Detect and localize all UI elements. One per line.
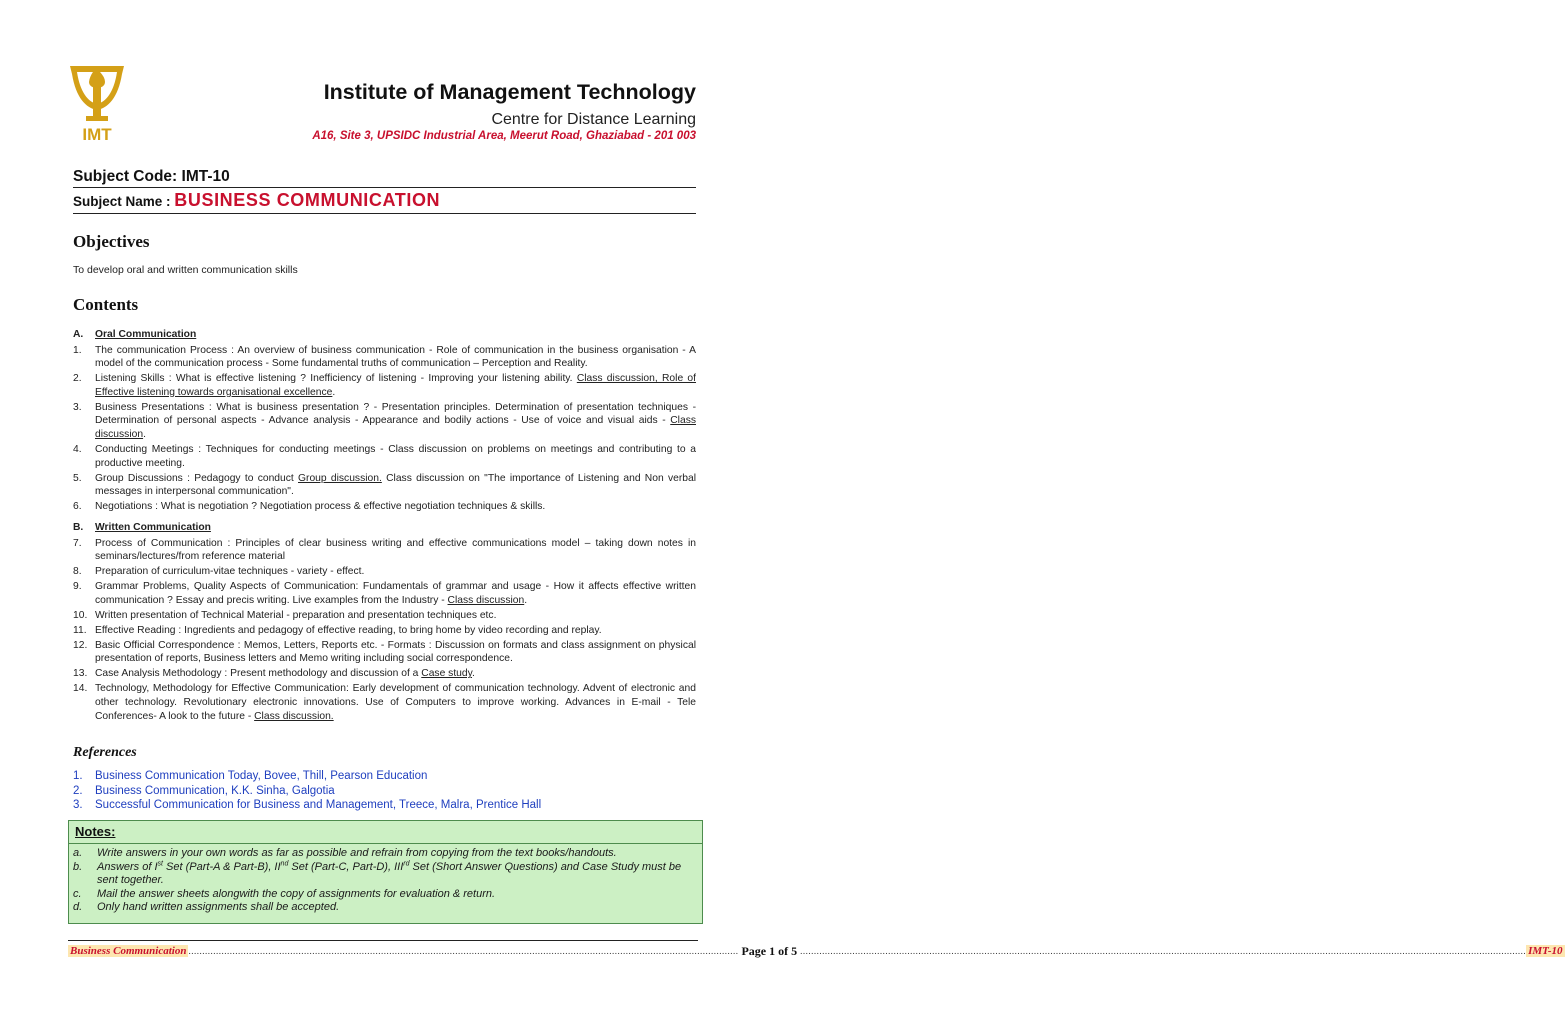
item-number: 3.	[73, 401, 82, 413]
note-text: Only hand written assignments shall be accepted.	[97, 901, 340, 914]
notes-divider	[69, 843, 702, 844]
item-text-part: Technology, Methodology for Effective Communication: Early development of communication technology. Advent of electronic and other technology. Revolutionary electronic innovations. Use of Computers to improve working. Advances in E-mail - Tele Conferences- A look to the future -	[95, 683, 696, 722]
item-text	[95, 443, 696, 470]
note-text-part: Set (Part-C, Part-D), III	[288, 860, 404, 873]
item-text	[95, 472, 696, 499]
item-text	[95, 500, 696, 514]
reference-number: 1.	[73, 770, 83, 782]
item-text-part: The communication Process : An overview of business communication - Role of communication in the business organisation - A model of the communication process - Some fundamental truths of communication – Perception and Reality.	[95, 344, 696, 370]
content-item	[73, 344, 696, 371]
note-item	[73, 861, 696, 888]
item-text	[95, 682, 696, 723]
content-item	[73, 624, 696, 638]
section-a-heading	[73, 328, 696, 342]
note-text	[97, 861, 696, 888]
note-letter: b.	[73, 860, 83, 873]
note-text-part: Answers of I	[97, 860, 158, 873]
item-number: 8.	[73, 566, 82, 578]
item-text-part: Preparation of curriculum-vitae techniques - variety - effect.	[95, 566, 365, 578]
subject-name-value: BUSINESS COMMUNICATION	[174, 190, 441, 210]
section-letter: B.	[73, 522, 84, 534]
content-item	[73, 372, 696, 399]
item-text	[95, 609, 696, 623]
item-number: 6.	[73, 501, 82, 513]
note-text: Mail the answer sheets alongwith the copy of assignments for evaluation & return.	[97, 887, 496, 900]
objectives-heading: Objectives	[73, 232, 150, 251]
footer-subject: Business Communication	[70, 945, 187, 957]
reference-item	[73, 798, 696, 813]
item-underlined-text: Case study	[421, 668, 473, 680]
address: A16, Site 3, UPSIDC Industrial Area, Meerut Road, Ghaziabad - 201 003	[312, 130, 696, 142]
item-number: 9.	[73, 581, 82, 593]
footer-leader: ........................................................................................................................................................................................................................................................................	[800, 946, 1527, 956]
item-number: 2.	[73, 373, 82, 385]
content-item	[73, 580, 696, 607]
item-number: 13.	[73, 668, 88, 680]
item-text	[95, 667, 696, 681]
item-text-part: Case Analysis Methodology : Present methodology and discussion of a	[95, 668, 422, 680]
reference-number: 2.	[73, 784, 83, 797]
content-item	[73, 401, 696, 442]
item-underlined-text: Class discussion, Role of Effective listening towards organisational excellence	[95, 373, 697, 398]
item-number: 14.	[73, 683, 88, 695]
reference-text: Business Communication, K.K. Sinha, Galgotia	[95, 784, 335, 797]
item-text-part: Effective Reading : Ingredients and pedagogy of effective reading, to bring home by video recording and replay.	[95, 624, 602, 636]
content-item	[73, 443, 696, 470]
item-number: 1.	[73, 344, 82, 356]
page-footer	[68, 943, 1563, 959]
note-text: Write answers in your own words as far as possible and refrain from copying from the text books/handouts.	[97, 847, 617, 859]
note-item	[73, 847, 696, 861]
reference-item	[73, 784, 696, 799]
item-underlined-text: Class discussion	[95, 415, 696, 440]
item-number: 7.	[73, 537, 82, 549]
item-text	[95, 639, 696, 666]
note-letter: d.	[73, 901, 83, 914]
item-text-tail: .	[472, 668, 475, 680]
item-text	[95, 372, 696, 399]
superscript: rd	[403, 859, 410, 867]
content-item	[73, 537, 696, 564]
imt-logo	[62, 64, 132, 148]
content-item	[73, 609, 696, 623]
item-underlined-text: Group discussion.	[298, 472, 382, 484]
content-item	[73, 565, 696, 579]
item-text	[95, 401, 696, 442]
reference-text: Successful Communication for Business and Management, Treece, Malra, Prentice Hall	[95, 799, 542, 811]
item-text	[95, 344, 696, 371]
notes-title: Notes:	[75, 824, 116, 839]
item-text-tail: Class discussion on "The importance of Listening and Non verbal messages in interpersonal communication".	[95, 472, 696, 498]
item-text-part: Listening Skills : What is effective listening ? Inefficiency of listening - Improving your listening ability.	[95, 373, 577, 385]
note-letter: c.	[73, 887, 82, 900]
item-text-part: Negotiations : What is negotiation ? Negotiation process & effective negotiation techniques & skills.	[95, 501, 546, 513]
notes-box	[68, 820, 703, 924]
item-text	[95, 580, 696, 607]
subject-code: Subject Code: IMT-10	[73, 168, 230, 185]
contents-list	[73, 328, 696, 725]
references-list	[73, 769, 696, 813]
section-title: Written Communication	[95, 522, 211, 534]
content-item	[73, 500, 696, 514]
item-underlined-text: Class discussion	[447, 594, 525, 606]
item-text	[95, 624, 696, 638]
item-text	[95, 537, 696, 564]
notes-list	[73, 847, 696, 915]
section-title: Oral Communication	[95, 329, 197, 340]
note-letter: a.	[73, 847, 83, 859]
contents-heading: Contents	[73, 295, 139, 314]
subject-name-row	[73, 190, 440, 211]
centre-name: Centre for Distance Learning	[491, 111, 696, 128]
note-item	[73, 888, 696, 902]
item-text	[95, 565, 696, 579]
item-underlined-text: Class discussion.	[254, 710, 334, 722]
superscript: nd	[280, 859, 289, 867]
reference-item	[73, 769, 696, 784]
note-text-part: Set (Short Answer Questions) and Case Study must be sent together.	[97, 860, 682, 887]
item-number: 11.	[73, 624, 87, 636]
item-number: 12.	[73, 639, 88, 651]
item-text-part: Business Presentations : What is business presentation ? - Presentation principles. Determination of presentation techniques - Determination of personal aspects - Advance analysis - Appearance and bodily actions - Use of voice and visual aids -	[95, 401, 696, 427]
note-text-part: Set (Part-A & Part-B), II	[162, 860, 281, 873]
objectives-text: To develop oral and written communication skills	[73, 264, 298, 276]
reference-text: Business Communication Today, Bovee, Thill, Pearson Education	[95, 770, 428, 782]
item-text-part: Grammar Problems, Quality Aspects of Communication: Fundamentals of grammar and usage - How it affects effective written communication ? Essay and precis writing. Live examples from the Industry -	[95, 581, 696, 606]
footer-leader: ........................................................................................................................................................................................................	[188, 946, 739, 956]
footer-divider	[68, 940, 698, 941]
section-b-heading	[73, 521, 696, 535]
divider	[73, 187, 696, 188]
item-number: 4.	[73, 443, 82, 455]
item-text-tail: .	[524, 594, 528, 606]
item-number: 5.	[73, 472, 82, 484]
institute-title: Institute of Management Technology	[323, 80, 696, 104]
content-item	[73, 639, 696, 666]
references-heading: References	[73, 745, 137, 760]
item-text-part: Group Discussions : Pedagogy to conduct	[95, 472, 299, 484]
content-item	[73, 472, 696, 499]
logo-text: IMT	[82, 125, 112, 144]
item-text-part: Written presentation of Technical Material - preparation and presentation techniques etc.	[95, 609, 497, 621]
item-number: 10.	[73, 609, 88, 621]
content-item	[73, 682, 696, 723]
item-text-tail: .	[143, 428, 146, 440]
item-text-part: Process of Communication : Principles of clear business writing and effective communications model – taking down notes in seminars/lectures/from reference material	[95, 537, 696, 563]
item-text-tail: .	[332, 386, 336, 398]
section-letter: A.	[73, 329, 84, 340]
note-item	[73, 901, 696, 915]
item-text-part: Conducting Meetings : Techniques for conducting meetings - Class discussion on problems on meetings and contributing to a productive meeting.	[95, 443, 696, 469]
divider	[73, 213, 696, 214]
reference-number: 3.	[73, 799, 83, 811]
superscript: st	[157, 859, 163, 867]
subject-name-label: Subject Name :	[73, 194, 175, 209]
page-number: Page 1 of 5	[741, 943, 798, 958]
item-text-part: Basic Official Correspondence : Memos, Letters, Reports etc. - Formats : Discussion on formats and class assignment on physical presentation of reports, Business letters and Memo writing including social correspondence.	[95, 639, 696, 665]
content-item	[73, 667, 696, 681]
footer-code: IMT-10	[1528, 945, 1563, 957]
